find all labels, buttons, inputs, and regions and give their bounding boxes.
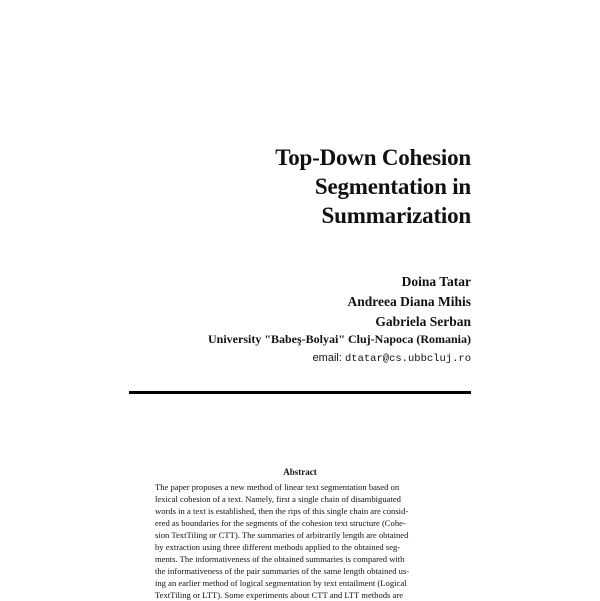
paper-title [141, 143, 471, 230]
abstract-line: the informativeness of the pair summaries of the same length obtained us- [155, 566, 410, 576]
title-line: Segmentation in [314, 174, 471, 199]
title-line: Top-Down Cohesion [275, 145, 471, 170]
email-line [71, 351, 471, 367]
abstract-line: lexical cohesion of a text. Namely, first a single chain of disambiguated [155, 494, 401, 504]
affiliation: University "Babeş-Bolyai" Cluj-Napoca (Romania) [208, 332, 471, 346]
abstract-line: words in a text is established, then the rips of this single chain are consid- [155, 506, 409, 516]
abstract-heading: Abstract [283, 467, 317, 477]
author-name: Doina Tatar [401, 274, 471, 289]
abstract-line: ered as boundaries for the segments of the cohesion text structure (Cohe- [155, 518, 406, 528]
abstract-line: by extraction using three different methods applied to the obtained seg- [155, 542, 401, 552]
email-address: dtatar@cs.ubbcluj.ro [344, 353, 471, 365]
author-name: Andreea Diana Mihis [347, 294, 471, 309]
abstract-line: sion TextTiling or CTT). The summaries of arbitrarily length are obtained [155, 530, 409, 540]
abstract-line: ments. The informativeness of the obtained summaries is compared with [155, 554, 405, 564]
abstract-line: The paper proposes a new method of linear text segmentation based on [155, 482, 400, 492]
abstract-body [155, 481, 446, 601]
abstract-line: ing an earlier method of logical segmentation by text entailment (Logical [155, 578, 407, 588]
email-label: email: [312, 352, 342, 364]
title-rule [129, 391, 471, 394]
author-list [111, 272, 471, 332]
abstract-line: TextTiling or LTT). Some experiments about CTT and LTT methods are [155, 590, 404, 600]
author-name: Gabriela Serban [375, 314, 471, 329]
title-line: Summarization [321, 203, 471, 228]
